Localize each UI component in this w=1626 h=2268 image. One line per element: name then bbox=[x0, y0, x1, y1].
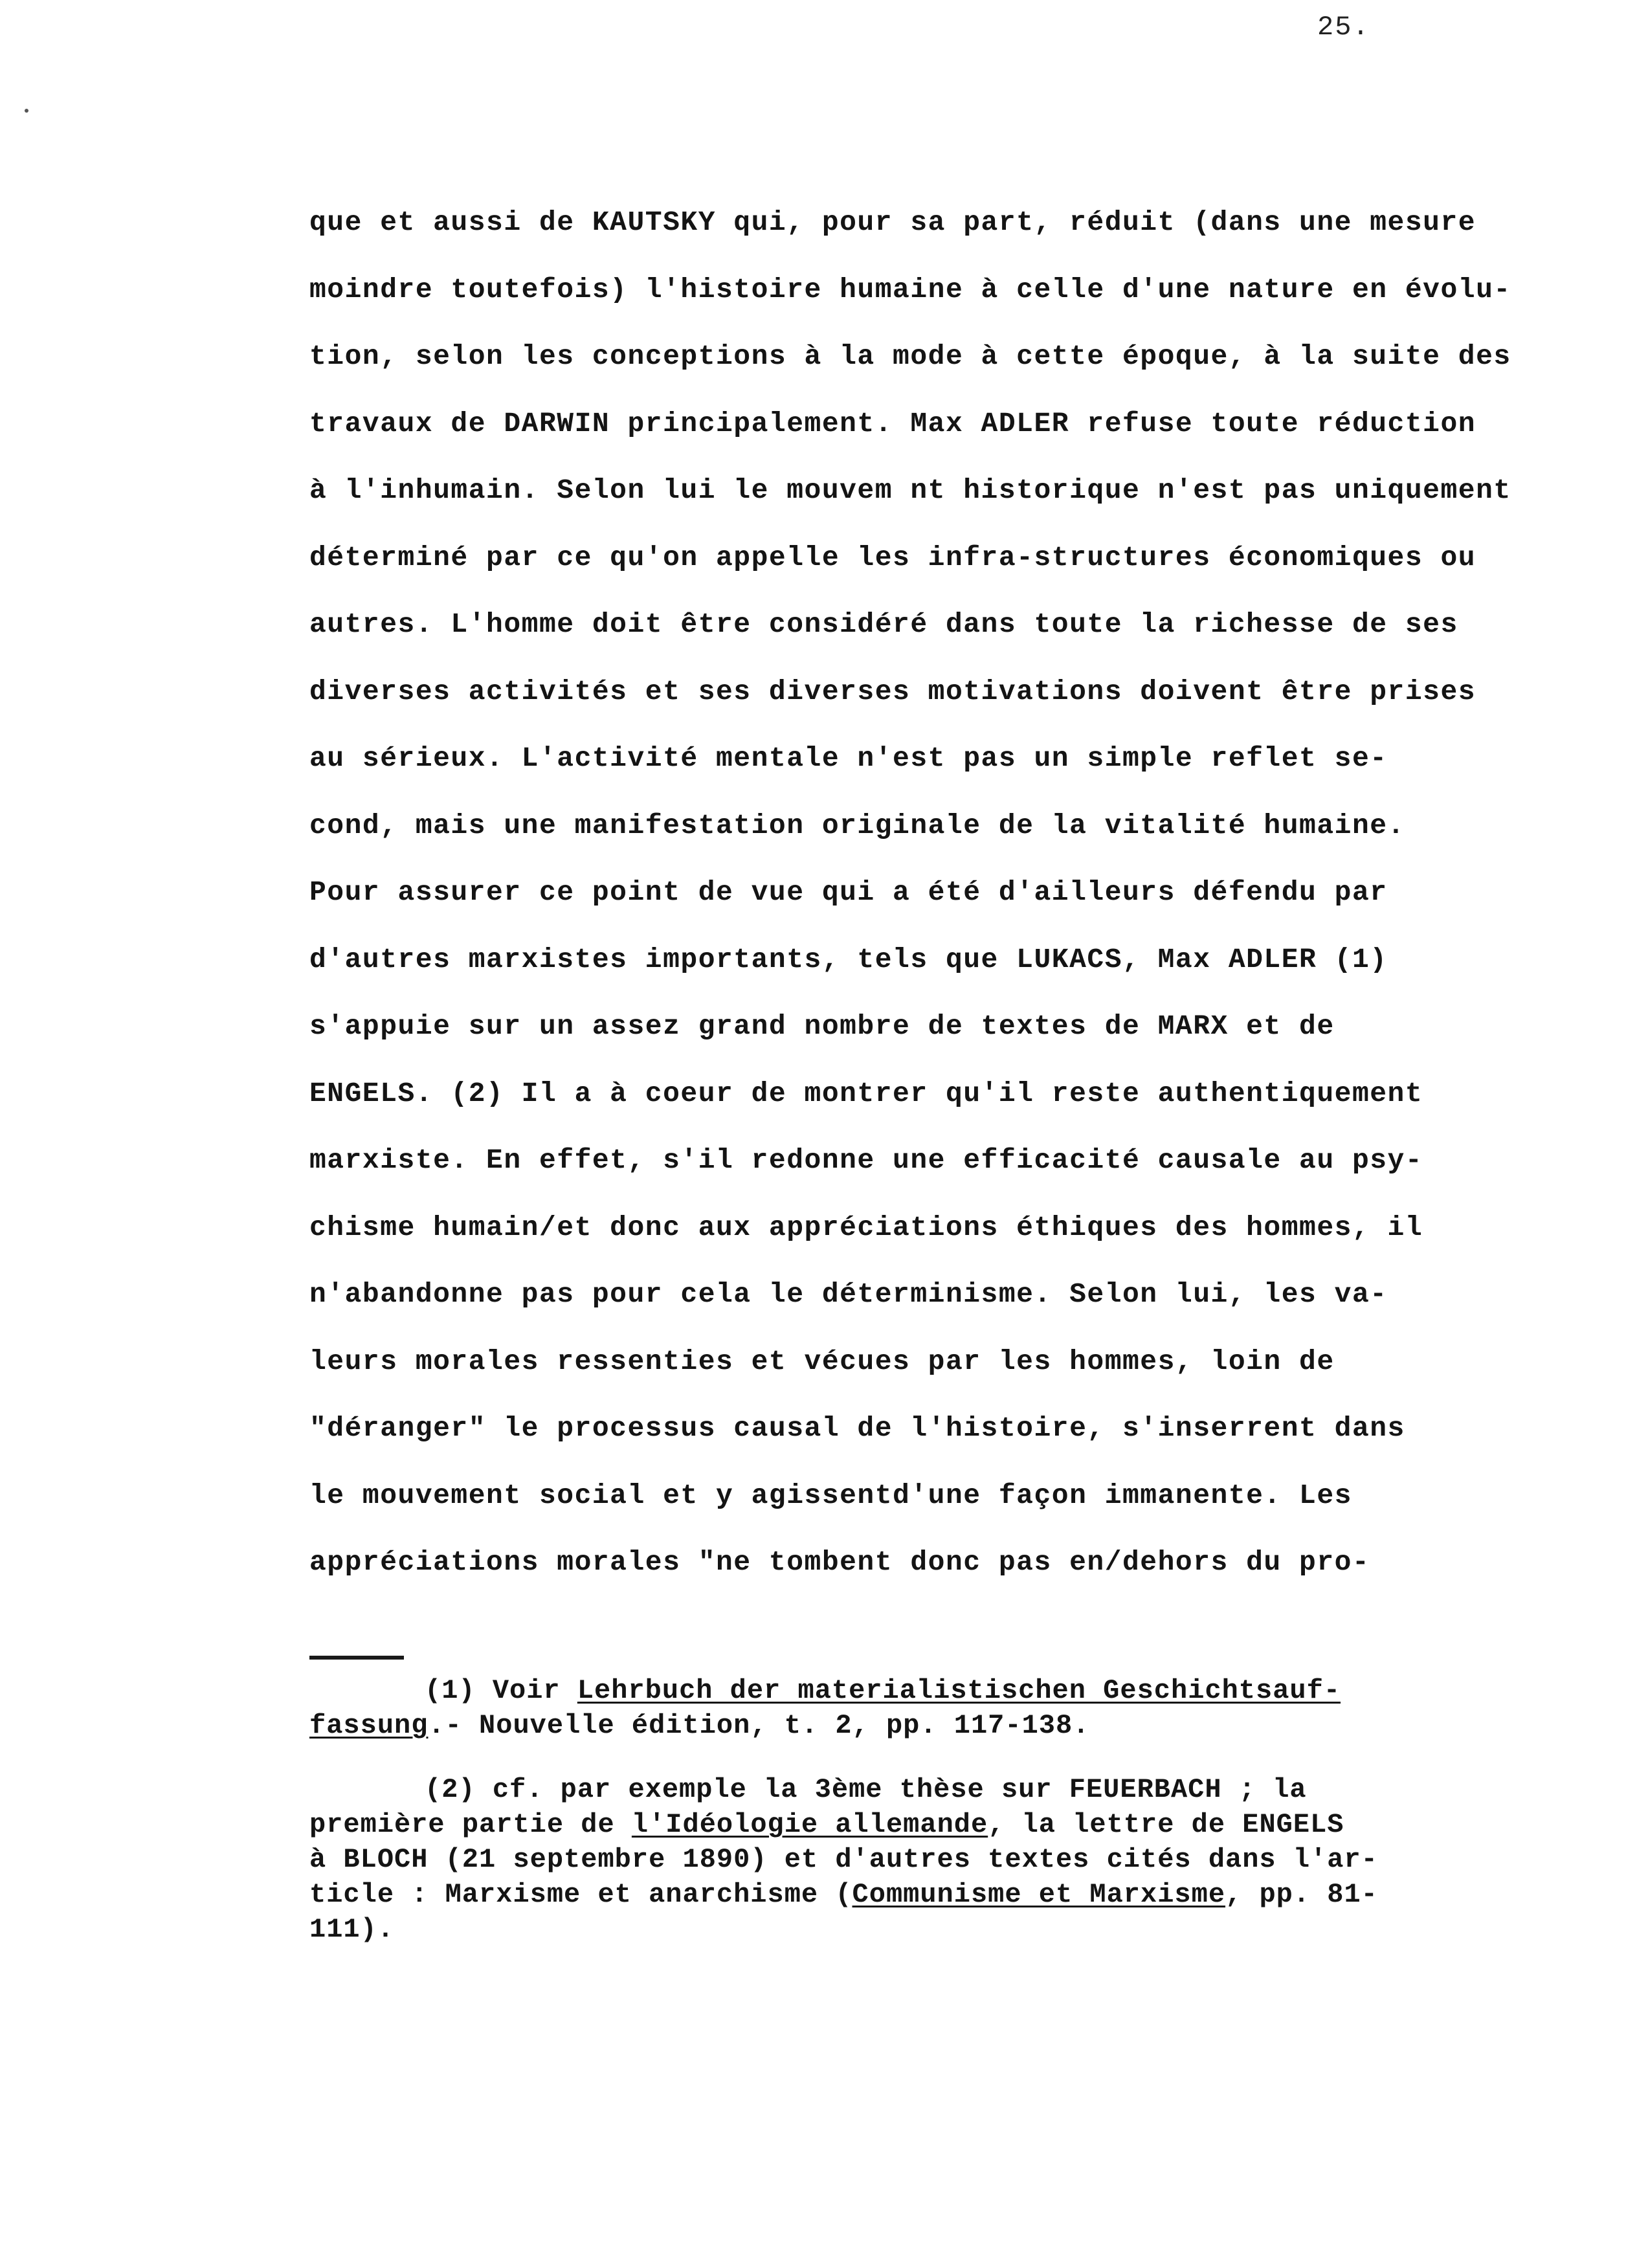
footnote-2-title: l'Idéologie allemande bbox=[631, 1809, 988, 1840]
body-line: s'appuie sur un assez grand nombre de textes de MARX et de bbox=[309, 1010, 1335, 1042]
footnote-1-title: Lehrbuch der materialistischen Geschichtsauf- bbox=[577, 1675, 1341, 1706]
body-line: "déranger" le processus causal de l'histoire, s'inserrent dans bbox=[309, 1412, 1405, 1444]
body-line: marxiste. En effet, s'il redonne une efficacité causale au psy- bbox=[309, 1144, 1423, 1176]
body-line: n'abandonne pas pour cela le déterminisme. Selon lui, les va- bbox=[309, 1278, 1388, 1310]
footnote-2-source-title: Communisme et Marxisme bbox=[852, 1879, 1226, 1910]
body-line: à l'inhumain. Selon lui le mouvem nt historique n'est pas uniquement bbox=[309, 474, 1511, 506]
footnote-separator bbox=[309, 1656, 404, 1660]
footnote-2-line: première partie de bbox=[309, 1809, 632, 1840]
footnote-2-line: , pp. 81- bbox=[1225, 1879, 1378, 1910]
page-number: 25. bbox=[1317, 12, 1370, 43]
body-line: tion, selon les conceptions à la mode à cette époque, à la suite des bbox=[309, 340, 1511, 372]
body-line: déterminé par ce qu'on appelle les infra-structures économiques ou bbox=[309, 541, 1476, 573]
footnote-1 bbox=[309, 1673, 1578, 1743]
body-line: diverses activités et ses diverses motivations doivent être prises bbox=[309, 675, 1476, 707]
footnote-2 bbox=[309, 1772, 1578, 1947]
body-line: cond, mais une manifestation originale de la vitalité humaine. bbox=[309, 809, 1405, 841]
body-line: autres. L'homme doit être considéré dans toute la richesse de ses bbox=[309, 608, 1458, 640]
body-line: appréciations morales "ne tombent donc pas en/dehors du pro- bbox=[309, 1546, 1370, 1578]
footnote-2-line: 111). bbox=[309, 1914, 395, 1945]
body-line: que et aussi de KAUTSKY qui, pour sa part, réduit (dans une mesure bbox=[309, 206, 1476, 238]
body-text bbox=[309, 189, 1578, 1596]
body-line: travaux de DARWIN principalement. Max ADLER refuse toute réduction bbox=[309, 407, 1476, 439]
body-line: Pour assurer ce point de vue qui a été d'ailleurs défendu par bbox=[309, 876, 1388, 908]
body-line: moindre toutefois) l'histoire humaine à celle d'une nature en évolu- bbox=[309, 273, 1511, 306]
body-line: ENGELS. (2) Il a à coeur de montrer qu'il reste authentiquement bbox=[309, 1077, 1423, 1109]
scan-speck bbox=[25, 109, 28, 113]
body-line: leurs morales ressenties et vécues par les hommes, loin de bbox=[309, 1345, 1335, 1377]
footnote-2-line: (2) cf. par exemple la 3ème thèse sur FEUERBACH ; la bbox=[425, 1774, 1307, 1805]
footnote-2-line: , la lettre de ENGELS bbox=[988, 1809, 1344, 1840]
footnote-2-line: ticle : Marxisme et anarchisme ( bbox=[309, 1879, 852, 1910]
footnote-1-marker: (1) Voir bbox=[425, 1675, 577, 1706]
body-line: le mouvement social et y agissentd'une façon immanente. Les bbox=[309, 1479, 1352, 1511]
footnote-2-line: à BLOCH (21 septembre 1890) et d'autres textes cités dans l'ar- bbox=[309, 1844, 1378, 1875]
footnote-1-rest: .- Nouvelle édition, t. 2, pp. 117-138. bbox=[428, 1710, 1090, 1741]
body-line: chisme humain/et donc aux appréciations éthiques des hommes, il bbox=[309, 1211, 1423, 1243]
body-line: au sérieux. L'activité mentale n'est pas un simple reflet se- bbox=[309, 742, 1388, 774]
footnote-1-title-cont: fassung bbox=[309, 1710, 429, 1741]
body-line: d'autres marxistes importants, tels que LUKACS, Max ADLER (1) bbox=[309, 943, 1388, 975]
